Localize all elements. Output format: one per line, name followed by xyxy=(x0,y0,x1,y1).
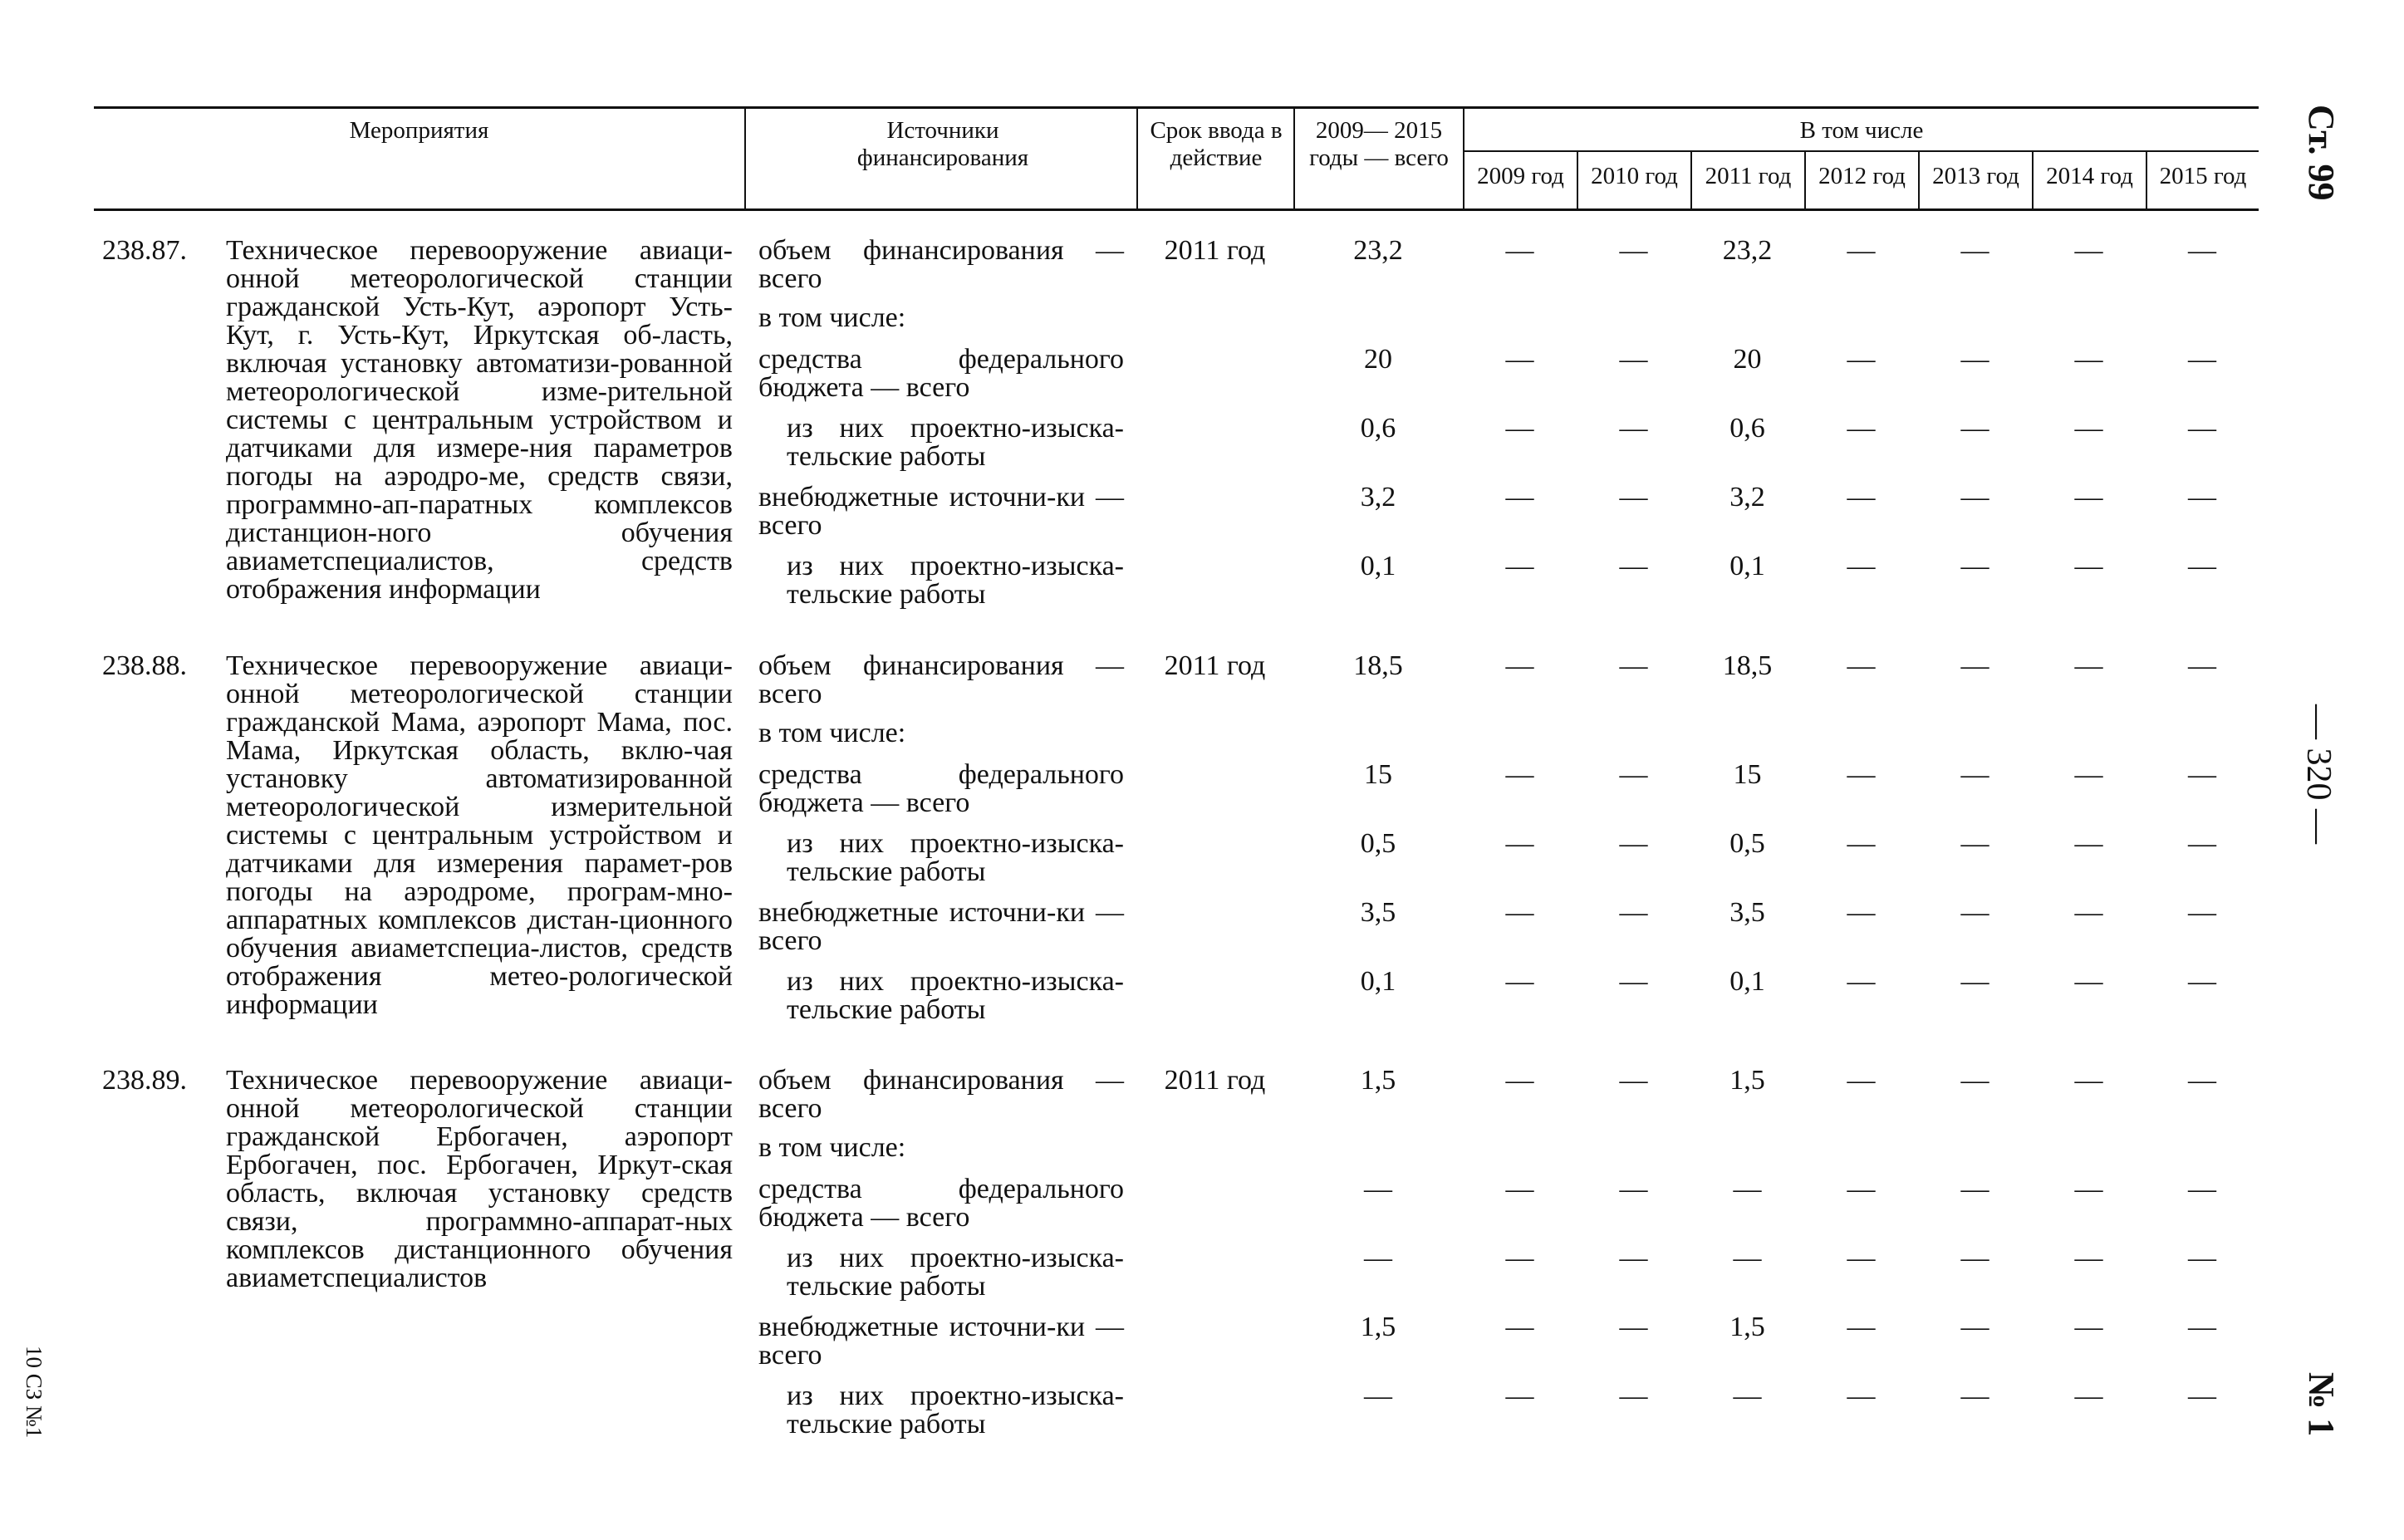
header-total: 2009— 2015 годы — всего xyxy=(1309,117,1449,171)
year-cell: — xyxy=(1619,966,1648,997)
year-cell: — xyxy=(1619,1174,1648,1204)
total-cell: 1,5 xyxy=(1360,1312,1396,1342)
year-cell: — xyxy=(1960,235,1989,266)
year-cell: — xyxy=(2188,828,2216,859)
year-cell: — xyxy=(1505,1065,1534,1096)
year-cell: — xyxy=(1960,966,1989,997)
year-cell: — xyxy=(1619,413,1648,444)
year-cell: — xyxy=(2074,828,2103,859)
year-cell: — xyxy=(1847,1312,1876,1342)
source-label: из них проектно-изыска-тельские работы xyxy=(787,1243,1124,1302)
year-cell: — xyxy=(1847,1381,1876,1411)
col-divider xyxy=(1136,108,1138,209)
year-cell: — xyxy=(1505,551,1534,581)
year-cell: — xyxy=(2188,650,2216,681)
year-cell: — xyxy=(2188,1381,2216,1411)
year-cell: — xyxy=(2188,1065,2216,1096)
year-cell: — xyxy=(1505,482,1534,513)
header-year-2009: 2009 год xyxy=(1477,163,1564,189)
source-label: из них проектно-изыска-тельские работы xyxy=(787,551,1124,610)
total-cell: — xyxy=(1364,1174,1392,1204)
year-cell: — xyxy=(1960,1381,1989,1411)
year-cell: — xyxy=(2074,551,2103,581)
year-cell: — xyxy=(2074,1312,2103,1342)
year-cell: — xyxy=(1505,828,1534,859)
source-label: внебюджетные источни-ки — всего xyxy=(758,482,1124,541)
year-cell: — xyxy=(1847,650,1876,681)
source-label: в том числе: xyxy=(758,718,906,748)
year-cell: 3,2 xyxy=(1729,482,1765,513)
year-cell: — xyxy=(1505,235,1534,266)
year-cell: — xyxy=(2074,413,2103,444)
year-cell: — xyxy=(1847,551,1876,581)
entry-number: 238.87. xyxy=(102,235,187,266)
year-cell: — xyxy=(1505,1243,1534,1273)
year-cell: — xyxy=(1847,966,1876,997)
year-cell: — xyxy=(2074,897,2103,928)
entry-description: Техническое перевооружение авиаци-онной метеорологической станции гражданской Усть-Кут, аэропорт Усть-Кут, г. Усть-Кут, Иркутская об-ласть, включая установку автоматизи-рованной метеорологической изме-рительной системы с центральным устройством и датчиками для измере-ния параметров погоды на аэродро-ме, средств связи, программно-ап-паратных комплексов дистанцион-ного обучения авиаметспециалистов, средств отображения информации xyxy=(226,235,733,605)
year-cell: — xyxy=(1505,1381,1534,1411)
year-cell: 20 xyxy=(1733,344,1762,375)
year-cell: 1,5 xyxy=(1729,1312,1765,1342)
header-top-rule xyxy=(94,106,2259,109)
year-cell: — xyxy=(1505,650,1534,681)
year-cell: — xyxy=(1960,759,1989,790)
year-cell: — xyxy=(1619,650,1648,681)
year-cell: — xyxy=(1960,1065,1989,1096)
year-cell: — xyxy=(1619,759,1648,790)
year-cell: — xyxy=(2188,344,2216,375)
header-year-2015: 2015 год xyxy=(2159,163,2247,189)
header-year-2014: 2014 год xyxy=(2046,163,2133,189)
year-cell: — xyxy=(2074,759,2103,790)
source-label: объем финансирования — всего xyxy=(758,650,1124,709)
year-cell: — xyxy=(2188,235,2216,266)
year-cell: — xyxy=(1960,650,1989,681)
year-cell: — xyxy=(1619,897,1648,928)
year-cell: — xyxy=(2074,1381,2103,1411)
header-term: Срок ввода в действие xyxy=(1150,117,1283,171)
year-cell: — xyxy=(2074,650,2103,681)
year-cell: — xyxy=(2188,897,2216,928)
year-cell: — xyxy=(1960,344,1989,375)
source-label: средства федерального бюджета — всего xyxy=(758,344,1124,403)
year-cell: 0,6 xyxy=(1729,413,1765,444)
source-label: в том числе: xyxy=(758,302,906,333)
header-year-2012: 2012 год xyxy=(1818,163,1906,189)
year-cell: — xyxy=(1960,413,1989,444)
total-cell: — xyxy=(1364,1381,1392,1411)
year-cell: — xyxy=(1960,828,1989,859)
total-cell: 0,5 xyxy=(1360,828,1396,859)
year-cell: — xyxy=(1847,1065,1876,1096)
total-cell: 0,1 xyxy=(1360,966,1396,997)
source-label: объем финансирования — всего xyxy=(758,235,1124,294)
year-cell: — xyxy=(1619,344,1648,375)
year-cell: 0,1 xyxy=(1729,551,1765,581)
year-cell: — xyxy=(2074,235,2103,266)
year-cell: 0,1 xyxy=(1729,966,1765,997)
year-cell: 15 xyxy=(1733,759,1762,790)
entry-term: 2011 год xyxy=(1164,235,1266,266)
year-cell: — xyxy=(2188,966,2216,997)
year-cell: — xyxy=(2074,344,2103,375)
year-cell: — xyxy=(2074,1243,2103,1273)
year-cell: 3,5 xyxy=(1729,897,1765,928)
total-cell: 1,5 xyxy=(1360,1065,1396,1096)
header-including: В том числе xyxy=(1799,117,1924,144)
year-cell: — xyxy=(1847,482,1876,513)
entry-term: 2011 год xyxy=(1164,650,1266,681)
year-cell: — xyxy=(1619,482,1648,513)
year-cell: — xyxy=(1619,1243,1648,1273)
year-cell: — xyxy=(1619,551,1648,581)
year-cell: — xyxy=(1847,235,1876,266)
total-cell: 15 xyxy=(1364,759,1392,790)
including-rule xyxy=(1464,150,2259,152)
header-year-2011: 2011 год xyxy=(1705,163,1792,189)
header-sources: Источники финансирования xyxy=(856,117,1029,171)
year-cell: — xyxy=(2074,482,2103,513)
page-number: — 320 — xyxy=(2299,704,2338,844)
year-cell: — xyxy=(2074,966,2103,997)
total-cell: 3,2 xyxy=(1360,482,1396,513)
year-cell: — xyxy=(1619,828,1648,859)
year-cell: — xyxy=(1733,1243,1762,1273)
col-divider xyxy=(1293,108,1295,209)
entry-number: 238.88. xyxy=(102,650,187,681)
entry-number: 238.89. xyxy=(102,1065,187,1096)
source-label: из них проектно-изыска-тельские работы xyxy=(787,413,1124,472)
total-cell: 18,5 xyxy=(1353,650,1403,681)
col-divider xyxy=(744,108,746,209)
year-cell: 23,2 xyxy=(1722,235,1773,266)
year-cell: 18,5 xyxy=(1722,650,1773,681)
source-label: внебюджетные источни-ки — всего xyxy=(758,1312,1124,1371)
year-cell: — xyxy=(1960,1243,1989,1273)
total-cell: 0,1 xyxy=(1360,551,1396,581)
source-label: средства федерального бюджета — всего xyxy=(758,1174,1124,1233)
source-label: из них проектно-изыска-тельские работы xyxy=(787,966,1124,1025)
total-cell: 23,2 xyxy=(1353,235,1403,266)
source-label: объем финансирования — всего xyxy=(758,1065,1124,1124)
year-cell: — xyxy=(1505,344,1534,375)
year-cell: — xyxy=(1847,344,1876,375)
total-cell: 3,5 xyxy=(1360,897,1396,928)
year-cell: — xyxy=(2188,482,2216,513)
entry-description: Техническое перевооружение авиаци-онной метеорологической станции гражданской Ербогачен, аэропорт Ербогачен, пос. Ербогачен, Иркут-ская область, включая установку средств связи, программно-аппарат-ных комплексов дистанционного обучения авиаметспециалистов xyxy=(226,1065,733,1293)
total-cell: 20 xyxy=(1364,344,1392,375)
header-year-2010: 2010 год xyxy=(1591,163,1678,189)
year-cell: — xyxy=(1960,551,1989,581)
year-cell: — xyxy=(1505,1174,1534,1204)
total-cell: 0,6 xyxy=(1360,413,1396,444)
header-measures: Мероприятия xyxy=(349,117,489,144)
year-cell: — xyxy=(1619,1312,1648,1342)
header-bottom-rule xyxy=(94,208,2259,211)
year-cell: — xyxy=(1847,1243,1876,1273)
year-cell: — xyxy=(1505,413,1534,444)
year-cell: — xyxy=(1619,235,1648,266)
year-cell: — xyxy=(1960,1174,1989,1204)
year-cell: — xyxy=(2188,551,2216,581)
year-cell: — xyxy=(2188,413,2216,444)
total-cell: — xyxy=(1364,1243,1392,1273)
year-cell: — xyxy=(1733,1174,1762,1204)
entry-description: Техническое перевооружение авиаци-онной метеорологической станции гражданской Мама, аэропорт Мама, пос. Мама, Иркутская область, вклю-чая установку автоматизированной метеорологической измерительной системы с центральным устройством и датчиками для измерения парамет-ров погоды на аэродроме, програм-мно-аппаратных комплексов дистан-ционного обучения авиаметспециа-листов, средств отображения метео-рологической информации xyxy=(226,650,733,1020)
source-label: в том числе: xyxy=(758,1132,906,1163)
year-cell: — xyxy=(2188,759,2216,790)
year-cell: — xyxy=(1619,1381,1648,1411)
year-cell: — xyxy=(1619,1065,1648,1096)
year-cell: — xyxy=(2188,1312,2216,1342)
year-cell: — xyxy=(2074,1174,2103,1204)
year-cell: — xyxy=(1505,966,1534,997)
year-cell: — xyxy=(1847,413,1876,444)
year-cell: — xyxy=(1505,759,1534,790)
year-cell: — xyxy=(1960,897,1989,928)
year-cell: — xyxy=(1505,897,1534,928)
page-label: Ст. 99 xyxy=(2301,105,2342,201)
year-cell: 0,5 xyxy=(1729,828,1765,859)
source-label: средства федерального бюджета — всего xyxy=(758,759,1124,818)
year-cell: — xyxy=(1960,482,1989,513)
year-cell: — xyxy=(1847,897,1876,928)
year-cell: — xyxy=(1505,1312,1534,1342)
year-cell: — xyxy=(1847,759,1876,790)
year-cell: — xyxy=(2188,1174,2216,1204)
source-label: из них проектно-изыска-тельские работы xyxy=(787,828,1124,887)
year-cell: — xyxy=(1847,1174,1876,1204)
year-cell: — xyxy=(2188,1243,2216,1273)
year-cell: — xyxy=(1960,1312,1989,1342)
year-cell: — xyxy=(2074,1065,2103,1096)
print-mark: 10 СЗ №1 xyxy=(22,1346,47,1439)
year-cell: — xyxy=(1847,828,1876,859)
year-cell: — xyxy=(1733,1381,1762,1411)
issue-number: № 1 xyxy=(2301,1372,2342,1437)
source-label: из них проектно-изыска-тельские работы xyxy=(787,1381,1124,1439)
entry-term: 2011 год xyxy=(1164,1065,1266,1096)
source-label: внебюджетные источни-ки — всего xyxy=(758,897,1124,956)
year-cell: 1,5 xyxy=(1729,1065,1765,1096)
header-year-2013: 2013 год xyxy=(1932,163,2019,189)
